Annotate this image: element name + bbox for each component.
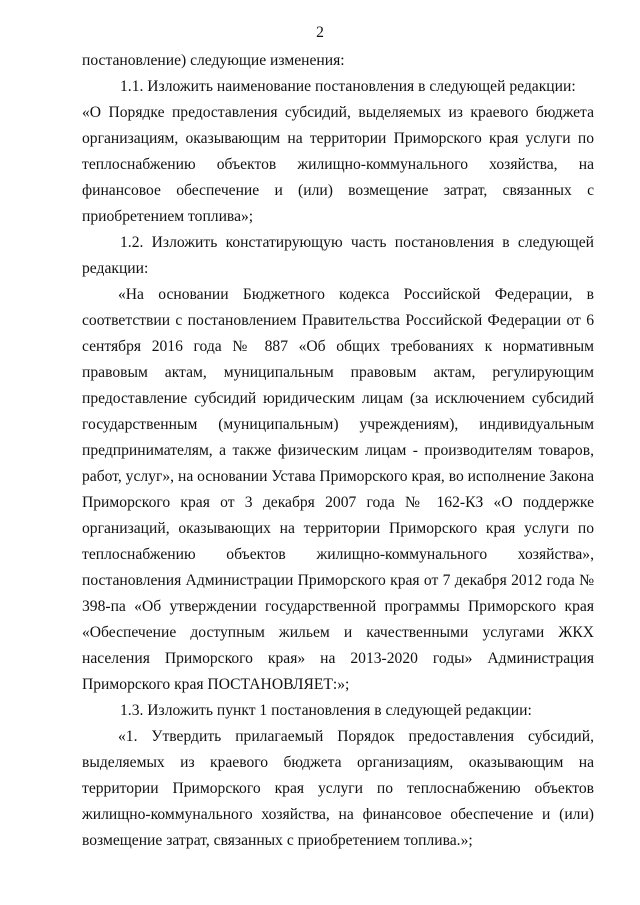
paragraph-intro: постановление) следующие изменения: xyxy=(82,52,345,69)
page-number: 2 xyxy=(316,24,324,41)
paragraph-1-3: 1.3. Изложить пункт 1 постановления в следующей редакции: xyxy=(120,702,532,719)
document-body xyxy=(82,48,594,854)
paragraph-1-1-quote: «О Порядке предоставления субсидий, выделяемых из краевого бюджета организациям, оказывающим на территории Приморского края услуги по теплоснабжению объектов жилищно-коммунального хозяйства, на финансовое обеспечение и (или) возмещение затрат, связанных с приобретением топлива»; xyxy=(82,104,594,225)
paragraph-1-2-quote: «На основании Бюджетного кодекса Российской Федерации, в соответствии с постановлением Правительства Российской Федерации от 6 сентября 2016 года № 887 «Об общих требованиях к нормативным правовым актам, муниципальным правовым актам, регулирующим предоставление субсидий юридическим лицам (за исключением субсидий государственным (муниципальным) учреждениям), индивидуальным предпринимателям, а также физическим лицам - производителям товаров, работ, услуг», на основании Устава Приморского края, во исполнение Закона Приморского края от 3 декабря 2007 года № 162-КЗ «О поддержке организаций, оказывающих на территории Приморского края услуги по теплоснабжению объектов жилищно-коммунального хозяйства», постановления Администрации Приморского края от 7 декабря 2012 года № 398-па «Об утверждении государственной программы Приморского края «Обеспечение доступным жильем и качественными услугами ЖКХ населения Приморского края» на 2013-2020 годы» Администрация Приморского края ПОСТАНОВЛЯЕТ:»; xyxy=(82,286,595,693)
paragraph-1-1: 1.1. Изложить наименование постановления в следующей редакции: xyxy=(120,78,576,95)
paragraph-1-3-quote: «1. Утвердить прилагаемый Порядок предоставления субсидий, выделяемых из краевого бюджета организациям, оказывающим на территории Приморского края услуги по теплоснабжению объектов жилищно-коммунального хозяйства, на финансовое обеспечение и (или) возмещение затрат, связанных с приобретением топлива.»; xyxy=(82,728,594,849)
paragraph-1-2: 1.2. Изложить констатирующую часть постановления в следующей редакции: xyxy=(82,234,594,277)
